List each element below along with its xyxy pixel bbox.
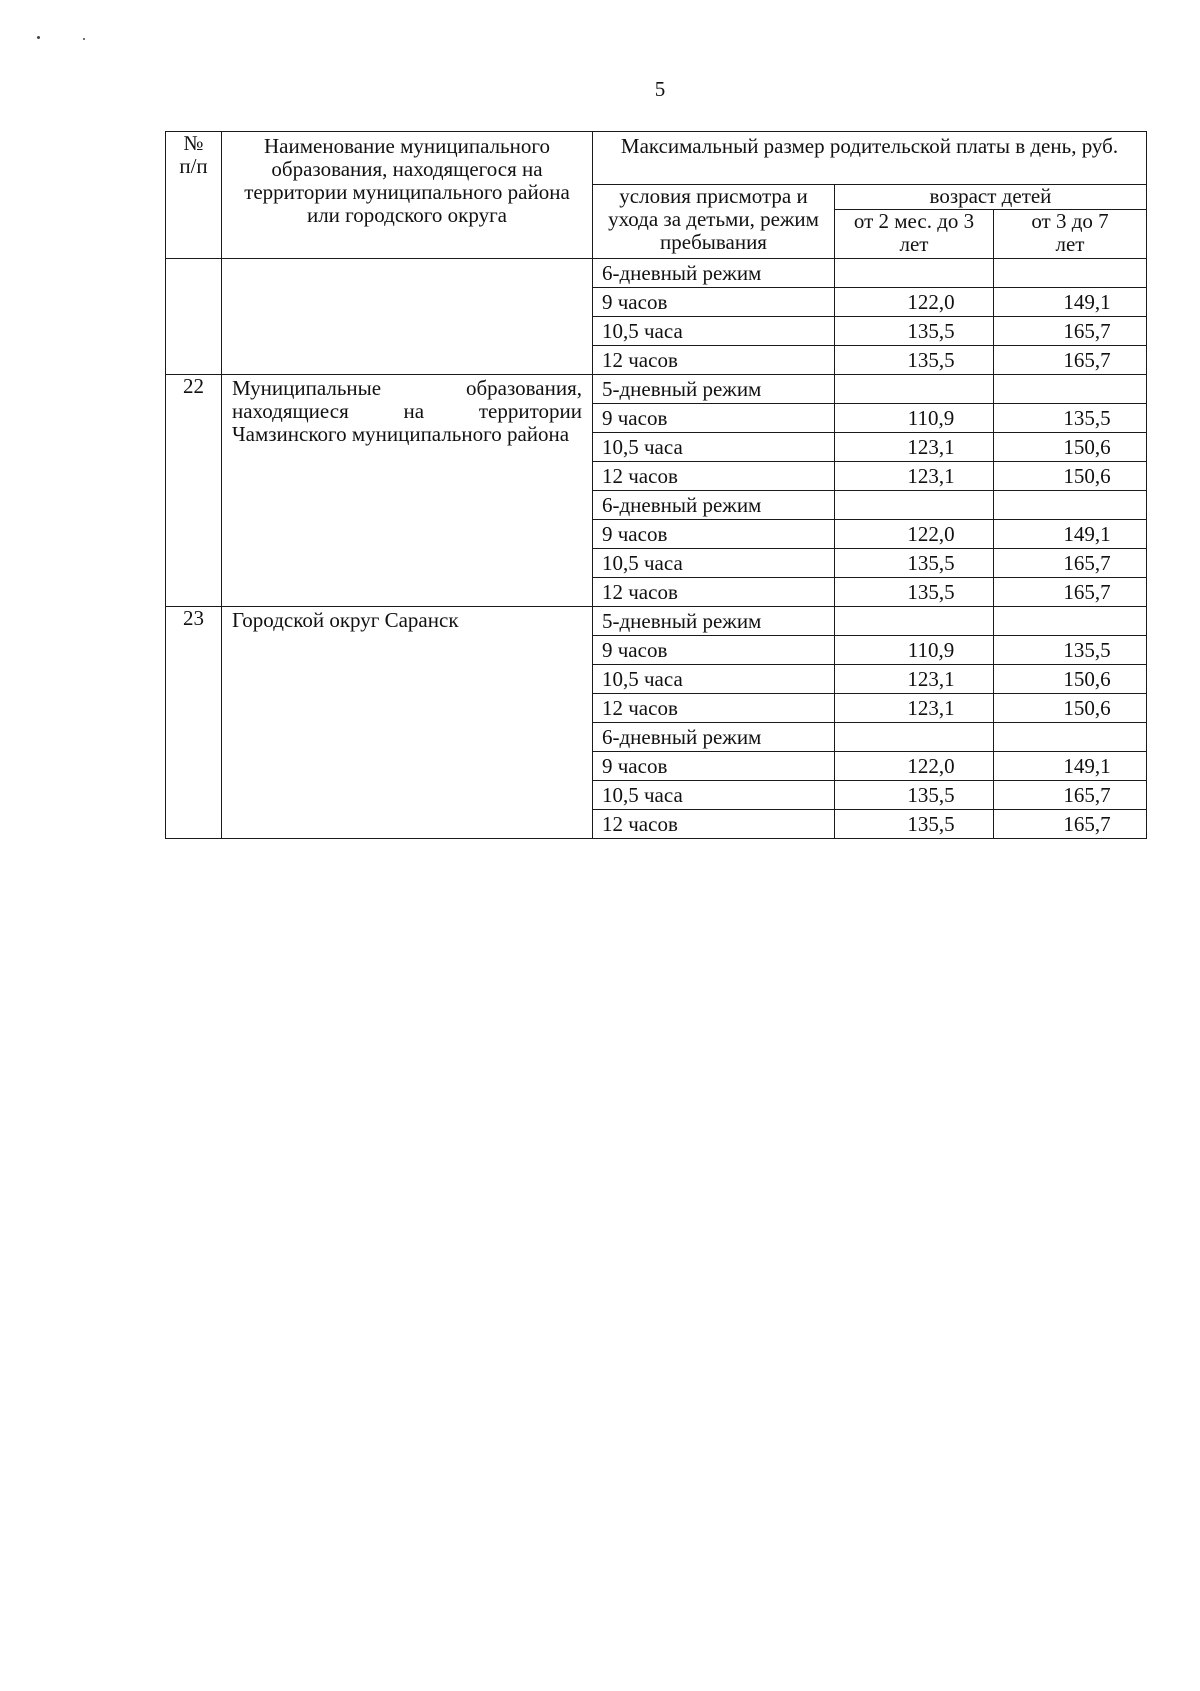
fee-under-3-cell [835,375,994,404]
fee-3-to-7-cell [994,723,1147,752]
fee-3-to-7-cell: 165,7 [994,578,1147,607]
fee-under-3-cell: 135,5 [835,781,994,810]
page-number: 5 [654,77,666,101]
fee-3-to-7-cell: 149,1 [994,520,1147,549]
table-row [166,607,1147,636]
fee-under-3-cell: 122,0 [835,520,994,549]
fee-under-3-cell: 123,1 [835,694,994,723]
stay-mode-cell: 10,5 часа [593,549,835,578]
fee-under-3-cell: 110,9 [835,636,994,665]
fee-under-3-cell: 135,5 [835,346,994,375]
fee-3-to-7-cell: 135,5 [994,404,1147,433]
municipality-name: Муниципальные образования, находящиеся на территории Чамзинского муниципального района [222,375,593,607]
municipality-name: Городской округ Саранск [222,607,593,839]
fee-3-to-7-cell: 150,6 [994,462,1147,491]
fee-3-to-7-cell: 150,6 [994,665,1147,694]
stay-mode-cell: 9 часов [593,636,835,665]
fee-3-to-7-cell [994,375,1147,404]
municipality-name [222,259,593,375]
parental-fee-table [165,131,1147,839]
stay-mode-cell: 6-дневный режим [593,259,835,288]
stay-mode-cell: 10,5 часа [593,665,835,694]
table-row [166,375,1147,404]
stay-mode-cell: 6-дневный режим [593,723,835,752]
scan-speck [37,36,40,39]
fee-under-3-cell [835,723,994,752]
fee-3-to-7-cell: 165,7 [994,781,1147,810]
fee-under-3-cell: 123,1 [835,462,994,491]
municipality-number: 22 [166,375,222,607]
fee-under-3-cell [835,491,994,520]
municipality-number: 23 [166,607,222,839]
header-row-1 [166,132,1147,185]
fee-under-3-cell: 123,1 [835,665,994,694]
stay-mode-cell: 12 часов [593,578,835,607]
stay-mode-cell: 9 часов [593,752,835,781]
fee-3-to-7-cell [994,491,1147,520]
header-max-fee-cell: Максимальный размер родительской платы в день, руб. [593,132,1147,185]
fee-3-to-7-cell [994,607,1147,636]
stay-mode-cell: 12 часов [593,346,835,375]
stay-mode-cell: 9 часов [593,520,835,549]
fee-3-to-7-cell: 149,1 [994,288,1147,317]
header-number-cell: № п/п [166,132,222,259]
scan-speck [83,38,85,40]
fee-3-to-7-cell: 150,6 [994,694,1147,723]
fee-3-to-7-cell: 150,6 [994,433,1147,462]
fee-3-to-7-cell [994,259,1147,288]
municipality-number [166,259,222,375]
fee-under-3-cell [835,259,994,288]
stay-mode-cell: 5-дневный режим [593,375,835,404]
fee-under-3-cell: 135,5 [835,578,994,607]
stay-mode-cell: 6-дневный режим [593,491,835,520]
fee-3-to-7-cell: 135,5 [994,636,1147,665]
header-name-cell: Наименование муниципального образования, находящегося на территории муниципального района или городского округа [222,132,593,259]
stay-mode-cell: 12 часов [593,462,835,491]
fee-under-3-cell: 135,5 [835,317,994,346]
header-conditions-cell: условия присмотра и ухода за детьми, режим пребывания [593,185,835,259]
fee-3-to-7-cell: 165,7 [994,549,1147,578]
fee-3-to-7-cell: 165,7 [994,317,1147,346]
header-age-cell: возраст детей [835,185,1147,210]
stay-mode-cell: 9 часов [593,288,835,317]
fee-under-3-cell: 122,0 [835,752,994,781]
stay-mode-cell: 9 часов [593,404,835,433]
fee-3-to-7-cell: 165,7 [994,346,1147,375]
header-age-group-2: от 3 до 7 лет [994,210,1147,259]
stay-mode-cell: 5-дневный режим [593,607,835,636]
fee-under-3-cell: 123,1 [835,433,994,462]
fee-under-3-cell [835,607,994,636]
fee-under-3-cell: 135,5 [835,549,994,578]
stay-mode-cell: 10,5 часа [593,433,835,462]
fee-3-to-7-cell: 165,7 [994,810,1147,839]
header-age-group-1: от 2 мес. до 3 лет [835,210,994,259]
fee-under-3-cell: 135,5 [835,810,994,839]
table-row [166,259,1147,288]
fee-3-to-7-cell: 149,1 [994,752,1147,781]
stay-mode-cell: 10,5 часа [593,317,835,346]
fee-under-3-cell: 122,0 [835,288,994,317]
fee-under-3-cell: 110,9 [835,404,994,433]
stay-mode-cell: 12 часов [593,810,835,839]
stay-mode-cell: 12 часов [593,694,835,723]
stay-mode-cell: 10,5 часа [593,781,835,810]
